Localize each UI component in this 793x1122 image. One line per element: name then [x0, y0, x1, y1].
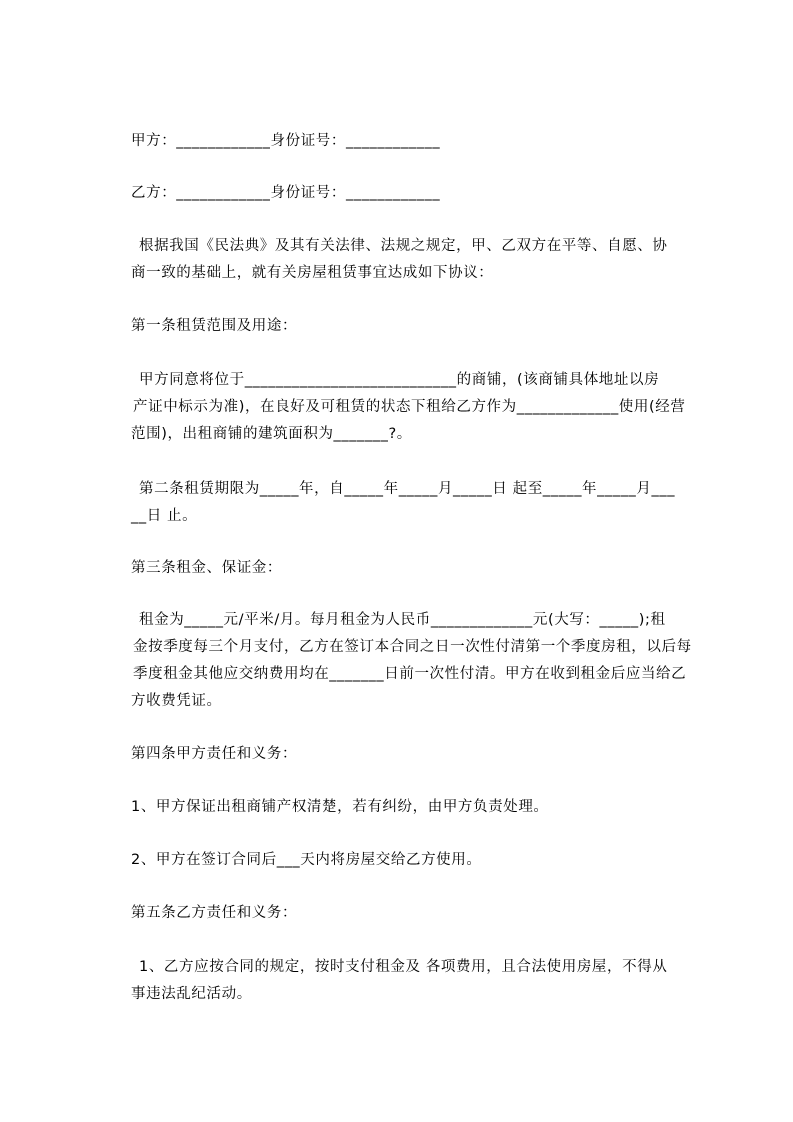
article-4-item-1: 1、甲方保证出租商铺产权清楚，若有纠纷，由甲方负责处理。 — [131, 799, 549, 815]
article-2-line-1: 第二条租赁期限为_____年，自_____年_____月_____日 起至_____年_____月___ — [139, 481, 676, 497]
article-1-title: 第一条租赁范围及用途： — [131, 318, 298, 334]
article-1-line-2: 产证中标示为准)，在良好及可租赁的状态下租给乙方作为_____________使用(经营 — [133, 399, 686, 415]
article-3-line-1: 租金为_____元/平米/月。每月租金为人民币_____________元(大写：_____);租 — [139, 612, 666, 628]
article-3-title: 第三条租金、保证金： — [131, 560, 282, 576]
article-4-item-2: 2、甲方在签订合同后___天内将房屋交给乙方使用。 — [131, 852, 482, 868]
article-5-item-1-line-1: 1、乙方应按合同的规定，按时支付租金及 各项费用，且合法使用房屋，不得从 — [139, 959, 668, 975]
intro-line-1: 根据我国《民法典》及其有关法律、法规之规定，甲、乙双方在平等、自愿、协 — [139, 238, 668, 254]
party-b-line: 乙方：____________身份证号：____________ — [131, 185, 441, 201]
party-a-line: 甲方：____________身份证号：____________ — [131, 133, 441, 149]
article-1-line-3: 范围)，出租商铺的建筑面积为_______?。 — [131, 426, 412, 442]
article-3-line-4: 方收费凭证。 — [131, 693, 222, 709]
intro-line-2: 商一致的基础上，就有关房屋租赁事宜达成如下协议： — [131, 265, 494, 281]
article-3-line-3: 季度租金其他应交纳费用均在_______日前一次性付清。甲方在收到租金后应当给乙 — [133, 666, 687, 682]
article-3-line-2: 金按季度每三个月支付，乙方在签订本合同之日一次性付清第一个季度房租，以后每 — [133, 639, 692, 655]
article-2-line-2: __日 止。 — [131, 508, 198, 524]
article-5-title: 第五条乙方责任和义务： — [131, 905, 298, 921]
article-4-title: 第四条甲方责任和义务： — [131, 746, 298, 762]
article-1-line-1: 甲方同意将位于___________________________的商铺，(该商铺具体地址以房 — [139, 372, 660, 388]
article-5-item-1-line-2: 事违法乱纪活动。 — [131, 986, 252, 1002]
